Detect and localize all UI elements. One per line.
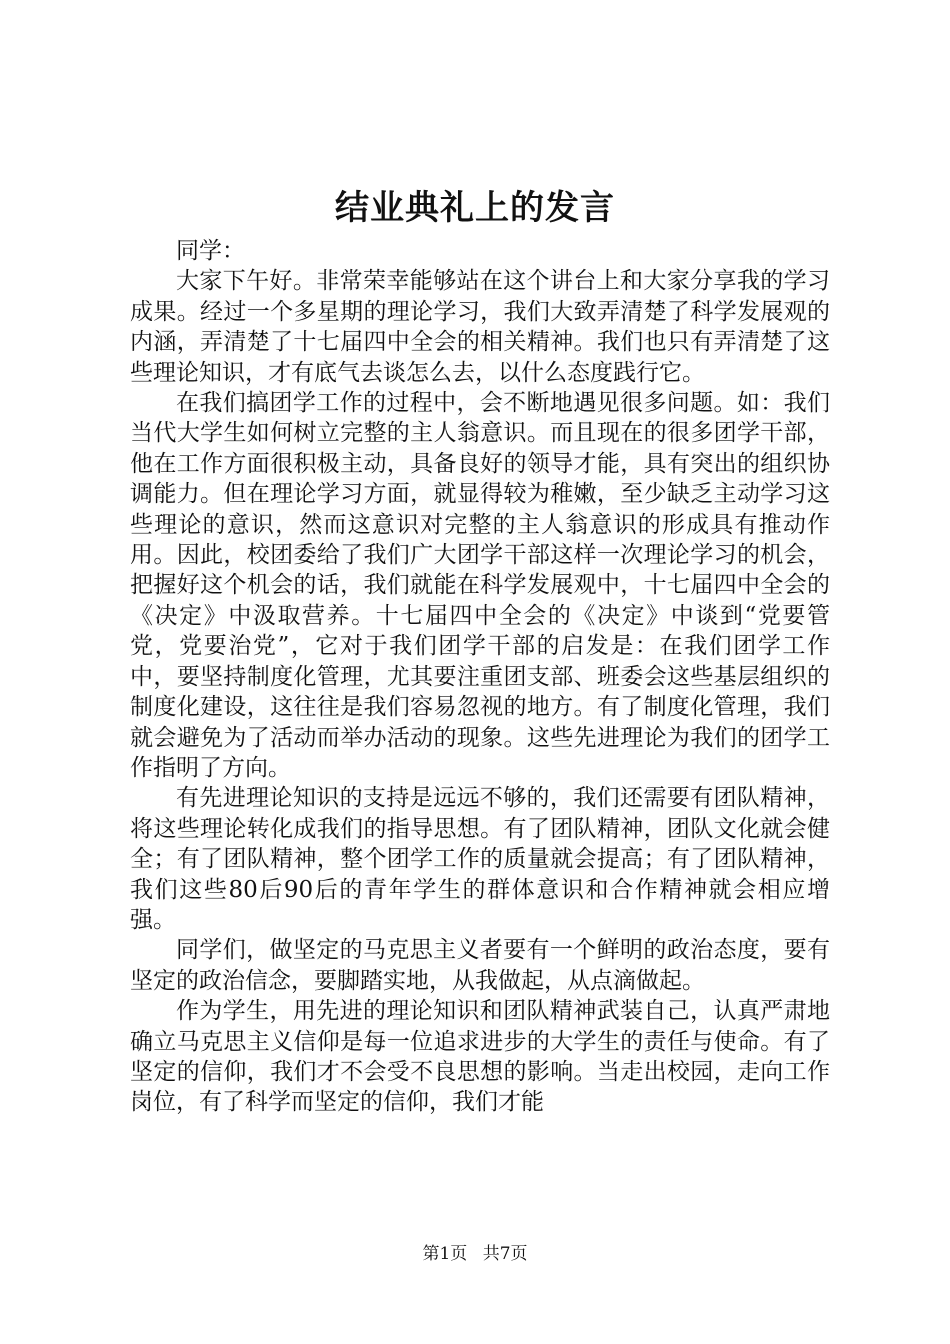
document-body xyxy=(130,236,830,1118)
body-paragraph: 大家下午好。非常荣幸能够站在这个讲台上和大家分享我的学习成果。经过一个多星期的理论学习，我们大致弄清楚了科学发展观的内涵，弄清楚了十七届四中全会的相关精神。我们也只有弄清楚了这些理论知识，才有底气去谈怎么去，以什么态度践行它。 xyxy=(130,268,830,386)
page-number-current: 第1页 xyxy=(422,1244,468,1264)
page-footer xyxy=(0,1243,950,1265)
salutation-paragraph: 同学： xyxy=(176,238,245,264)
body-paragraph: 在我们搞团学工作的过程中，会不断地遇见很多问题。如：我们当代大学生如何树立完整的主人翁意识。而且现在的很多团学干部，他在工作方面很积极主动，具备良好的领导才能，具有突出的组织协调能力。但在理论学习方面，就显得较为稚嫩，至少缺乏主动学习这些理论的意识，然而这意识对完整的主人翁意识的形成具有推动作用。因此，校团委给了我们广大团学干部这样一次理论学习的机会，把握好这个机会的话，我们就能在科学发展观中，十七届四中全会的《决定》中汲取营养。十七届四中全会的《决定》中谈到“党要管党，党要治党”，它对于我们团学干部的启发是：在我们团学工作中，要坚持制度化管理，尤其要注重团支部、班委会这些基层组织的制度化建设，这往往是我们容易忽视的地方。有了制度化管理，我们就会避免为了活动而举办活动的现象。这些先进理论为我们的团学工作指明了方向。 xyxy=(130,390,830,781)
body-paragraph: 作为学生，用先进的理论知识和团队精神武装自己，认真严肃地确立马克思主义信仰是每一位追求进步的大学生的责任与使命。有了坚定的信仰，我们才不会受不良思想的影响。当走出校园，走向工作岗位，有了科学而坚定的信仰，我们才能 xyxy=(130,998,830,1116)
page-number-total: 共7页 xyxy=(482,1244,528,1264)
body-paragraph: 同学们，做坚定的马克思主义者要有一个鲜明的政治态度，要有坚定的政治信念，要脚踏实地，从我做起，从点滴做起。 xyxy=(130,937,830,994)
body-paragraph: 有先进理论知识的支持是远远不够的，我们还需要有团队精神，将这些理论转化成我们的指导思想。有了团队精神，团队文化就会健全；有了团队精神，整个团学工作的质量就会提高；有了团队精神，我们这些80后90后的青年学生的群体意识和合作精神就会相应增强。 xyxy=(130,785,830,933)
document-title: 结业典礼上的发言 xyxy=(335,188,615,228)
